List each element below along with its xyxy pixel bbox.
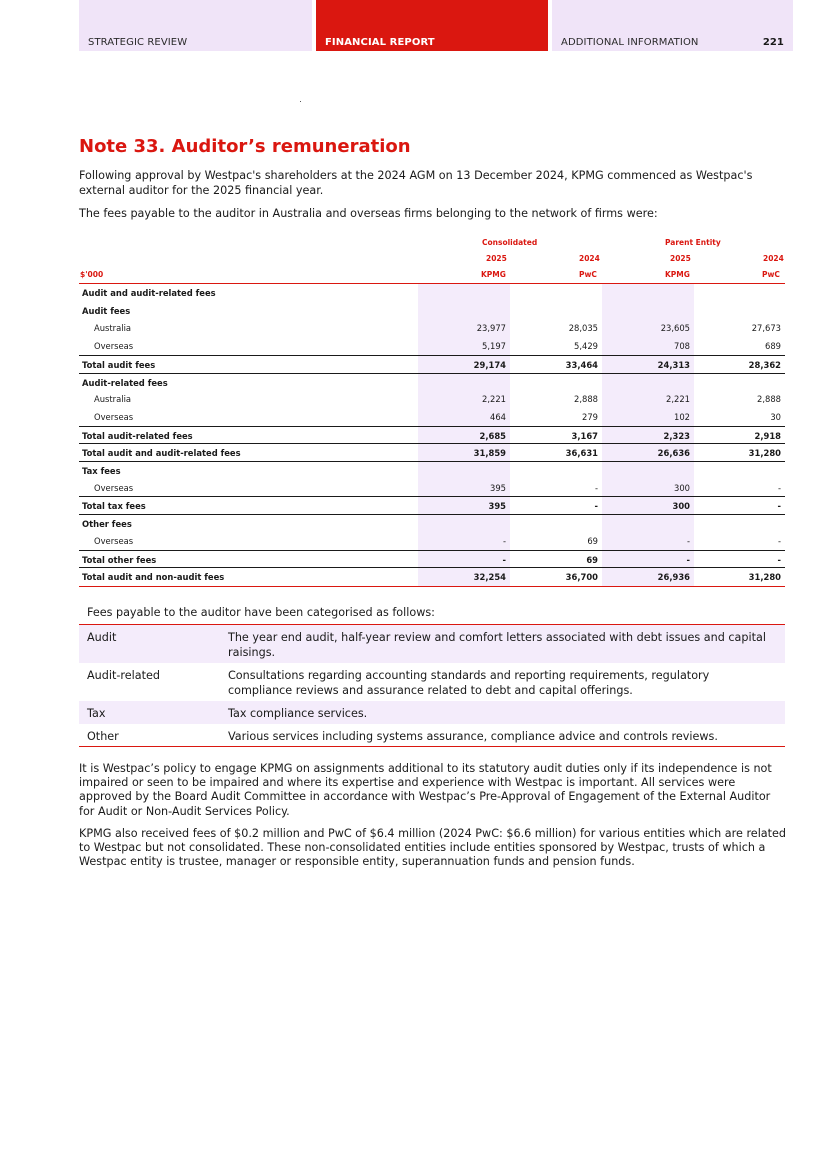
category-row — [79, 663, 785, 700]
category-key: Other — [87, 730, 119, 743]
stray-dot — [300, 101, 301, 102]
row-value: - — [777, 554, 781, 565]
table-row — [79, 426, 785, 445]
table-row — [79, 302, 785, 320]
table-row — [79, 550, 785, 569]
row-label: Total audit and audit-related fees — [82, 448, 241, 459]
row-value: 689 — [765, 341, 781, 352]
row-value: 30 — [770, 411, 781, 422]
categories-title: Fees payable to the auditor have been categorised as follows: — [87, 606, 435, 619]
header-consolidated: Consolidated — [482, 238, 538, 247]
row-label: Overseas — [94, 341, 134, 352]
category-row — [79, 701, 785, 724]
row-value: 69 — [586, 554, 598, 565]
table-row — [79, 532, 785, 550]
category-row — [79, 625, 785, 663]
header-year-1: 2025 — [486, 254, 507, 263]
row-value: 27,673 — [751, 323, 781, 334]
category-key: Audit — [87, 631, 117, 644]
row-value: 28,362 — [748, 359, 781, 370]
table-row — [79, 479, 785, 497]
table-intro: The fees payable to the auditor in Australia and overseas firms belonging to the network of firms were: — [79, 207, 658, 220]
header-firm-3: KPMG — [665, 270, 690, 279]
row-label: Overseas — [94, 411, 134, 422]
row-value: 36,631 — [565, 448, 598, 459]
table-row — [79, 408, 785, 426]
table-end-rule — [79, 586, 785, 587]
row-value: - — [594, 501, 598, 512]
row-value: - — [594, 482, 598, 493]
table-row — [79, 319, 785, 337]
categories-bottom-rule — [79, 746, 785, 747]
header-year-3: 2025 — [670, 254, 691, 263]
row-value: 2,221 — [482, 394, 506, 405]
header-year-2: 2024 — [579, 254, 600, 263]
row-value: 102 — [674, 411, 690, 422]
tab-additional-information[interactable] — [552, 0, 793, 51]
row-value: 23,605 — [660, 323, 690, 334]
row-label: Australia — [94, 394, 132, 405]
tab-financial-report[interactable]: FINANCIAL REPORT — [316, 0, 548, 51]
row-value: 31,280 — [748, 572, 781, 583]
row-value: 36,700 — [565, 572, 598, 583]
row-value: 26,936 — [657, 572, 690, 583]
row-value: - — [777, 535, 781, 546]
tab-additional-information-label: ADDITIONAL INFORMATION — [561, 37, 699, 48]
table-row — [79, 373, 785, 392]
row-value: 33,464 — [565, 359, 598, 370]
row-value: 29,174 — [473, 359, 506, 370]
row-value: 300 — [672, 501, 690, 512]
section-navigation — [0, 0, 825, 51]
row-label: Tax fees — [82, 466, 121, 476]
header-firm-4: PwC — [762, 270, 780, 279]
row-value: 5,429 — [574, 341, 598, 352]
category-key: Audit-related — [87, 669, 160, 682]
page-title: Note 33. Auditor’s remuneration — [79, 136, 411, 157]
row-value: 708 — [674, 341, 690, 352]
category-key: Tax — [87, 707, 106, 720]
category-description: Various services including systems assurance, compliance advice and controls reviews. — [228, 730, 718, 743]
table-row — [79, 443, 785, 462]
row-value: 3,167 — [571, 430, 598, 441]
row-value: 2,221 — [666, 394, 690, 405]
row-value: 24,313 — [657, 359, 690, 370]
row-label: Total audit and non-audit fees — [82, 572, 225, 583]
header-parent-entity: Parent Entity — [665, 238, 721, 247]
page-number: 221 — [762, 37, 784, 48]
row-label: Total audit fees — [82, 359, 156, 370]
row-label: Total other fees — [82, 554, 157, 565]
row-value: 2,888 — [574, 394, 598, 405]
policy-paragraph: It is Westpac’s policy to engage KPMG on assignments additional to its statutory audit duties only if its independence is not impaired or seen to be impaired and where its expertise and experience with Westpac is important. All services were approved by the Board Audit Committee in accordance with Westpac’s Pre-Approval of Engagement of the External Auditor for Audit or Non-Audit Services Policy. — [79, 762, 772, 818]
row-value: - — [502, 554, 506, 565]
table-row — [79, 514, 785, 533]
category-row — [79, 724, 785, 746]
row-value: 300 — [674, 482, 690, 493]
row-value: - — [502, 535, 506, 546]
row-value: 2,918 — [754, 430, 781, 441]
category-description: Tax compliance services. — [228, 707, 368, 720]
row-label: Overseas — [94, 535, 134, 546]
row-value: 28,035 — [568, 323, 598, 334]
header-unit: $'000 — [80, 270, 104, 279]
row-value: - — [777, 482, 781, 493]
row-value: 464 — [490, 411, 506, 422]
row-value: 2,888 — [757, 394, 781, 405]
table-row — [79, 496, 785, 515]
row-value: 26,636 — [657, 448, 690, 459]
header-firm-1: KPMG — [481, 270, 506, 279]
table-row — [79, 390, 785, 408]
row-label: Audit fees — [82, 305, 131, 316]
row-value: 2,323 — [663, 430, 690, 441]
row-label: Other fees — [82, 519, 132, 530]
table-row — [79, 284, 785, 302]
category-description: The year end audit, half-year review and comfort letters associated with debt issues and capital raisings. — [228, 631, 766, 659]
row-label: Total audit-related fees — [82, 430, 193, 441]
table-row — [79, 337, 785, 355]
table-row — [79, 461, 785, 480]
row-label: Australia — [94, 323, 132, 334]
table-row — [79, 567, 785, 586]
row-value: 5,197 — [482, 341, 506, 352]
category-description: Consultations regarding accounting standards and reporting requirements, regulatory compliance reviews and assurance related to debt and capital offerings. — [228, 669, 710, 697]
header-year-4: 2024 — [763, 254, 784, 263]
row-label: Audit and audit-related fees — [82, 288, 216, 298]
row-value: - — [686, 554, 690, 565]
row-value: 23,977 — [476, 323, 506, 334]
row-value: 279 — [582, 411, 598, 422]
row-value: 32,254 — [473, 572, 506, 583]
intro-paragraph: Following approval by Westpac's shareholders at the 2024 AGM on 13 December 2024, KPMG commenced as Westpac's external auditor for the 2025 financial year. — [79, 169, 753, 197]
header-firm-2: PwC — [579, 270, 597, 279]
row-label: Overseas — [94, 482, 134, 493]
table-row — [79, 355, 785, 374]
row-value: 395 — [490, 482, 506, 493]
row-value: 395 — [488, 501, 506, 512]
row-value: 69 — [587, 535, 598, 546]
row-label: Audit-related fees — [82, 377, 168, 388]
row-value: 2,685 — [479, 430, 506, 441]
row-value: - — [686, 535, 690, 546]
row-label: Total tax fees — [82, 501, 146, 512]
row-value: - — [777, 501, 781, 512]
row-value: 31,859 — [473, 448, 506, 459]
row-value: 31,280 — [748, 448, 781, 459]
tab-strategic-review[interactable]: STRATEGIC REVIEW — [79, 0, 312, 51]
related-fees-paragraph: KPMG also received fees of $0.2 million and PwC of $6.4 million (2024 PwC: $6.6 million) for various entities which are related to Westpac but not consolidated. These non-consolidated entities include entities sponsored by Westpac, trusts of which a Westpac entity is trustee, manager or responsible entity, superannuation funds and pension funds. — [79, 827, 787, 869]
